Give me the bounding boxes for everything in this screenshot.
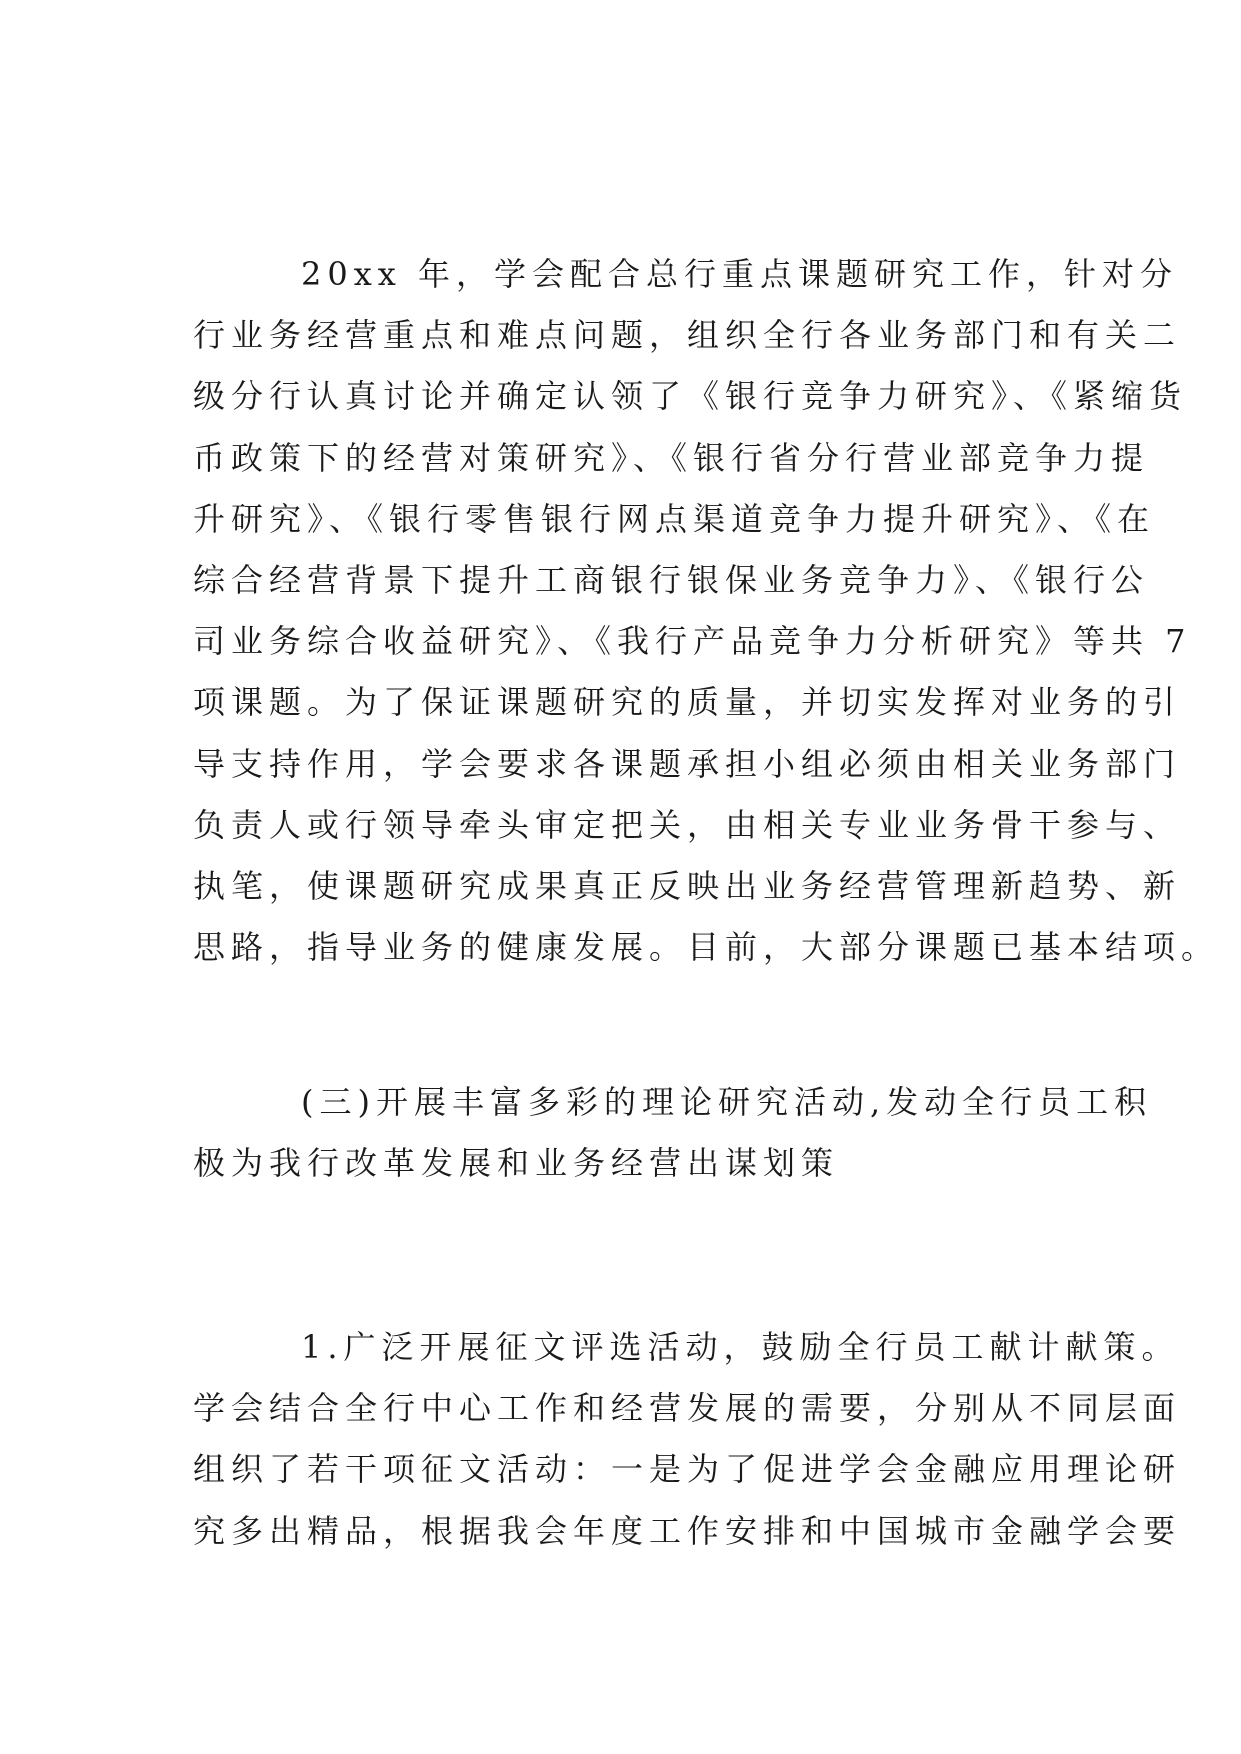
paragraph-line: 司业务综合收益研究》、《我行产品竞争力分析研究》等共 7 [193,622,1192,661]
paragraph-line: 项课题。为了保证课题研究的质量，并切实发挥对业务的引 [193,683,1182,722]
paragraph-line: 组织了若干项征文活动：一是为了促进学会金融应用理论研 [193,1450,1182,1489]
paragraph-line: 究多出精品，根据我会年度工作安排和中国城市金融学会要 [193,1511,1182,1550]
paragraph-line: 币政策下的经营对策研究》、《银行省分行营业部竞争力提 [193,438,1150,477]
section-heading-3 [193,1072,1153,1194]
paragraph-line: 级分行认真讨论并确定认领了《银行竞争力研究》、《紧缩货 [193,377,1188,416]
paragraph-line: 学会结合全行中心工作和经营发展的需要，分别从不同层面 [193,1389,1182,1428]
paragraph-line: 导支持作用，学会要求各课题承担小组必须由相关业务部门 [193,744,1182,783]
paragraph-essay-activities [193,1317,1182,1562]
paragraph-line: 行业务经营重点和难点问题，组织全行各业务部门和有关二 [193,316,1182,355]
paragraph-line: 负责人或行领导牵头审定把关，由相关专业业务骨干参与、 [193,805,1182,844]
paragraph-line: 思路，指导业务的健康发展。目前，大部分课题已基本结项。 [193,928,1220,967]
paragraph-line: 执笔，使课题研究成果真正反映出业务经营管理新趋势、新 [193,866,1182,905]
heading-line: (三)开展丰富多彩的理论研究活动,发动全行员工积 [301,1083,1153,1121]
paragraph-line: 1.广泛开展征文评选活动，鼓励全行员工献计献策。 [301,1328,1180,1366]
paragraph-line: 升研究》、《银行零售银行网点渠道竞争力提升研究》、《在 [193,499,1156,538]
paragraph-line: 20xx 年，学会配合总行重点课题研究工作，针对分 [301,255,1178,293]
paragraph-line: 综合经营背景下提升工商银行银保业务竞争力》、《银行公 [193,560,1150,599]
heading-line: 极为我行改革发展和业务经营出谋划策 [193,1144,840,1183]
paragraph-research-topics [193,244,1220,978]
